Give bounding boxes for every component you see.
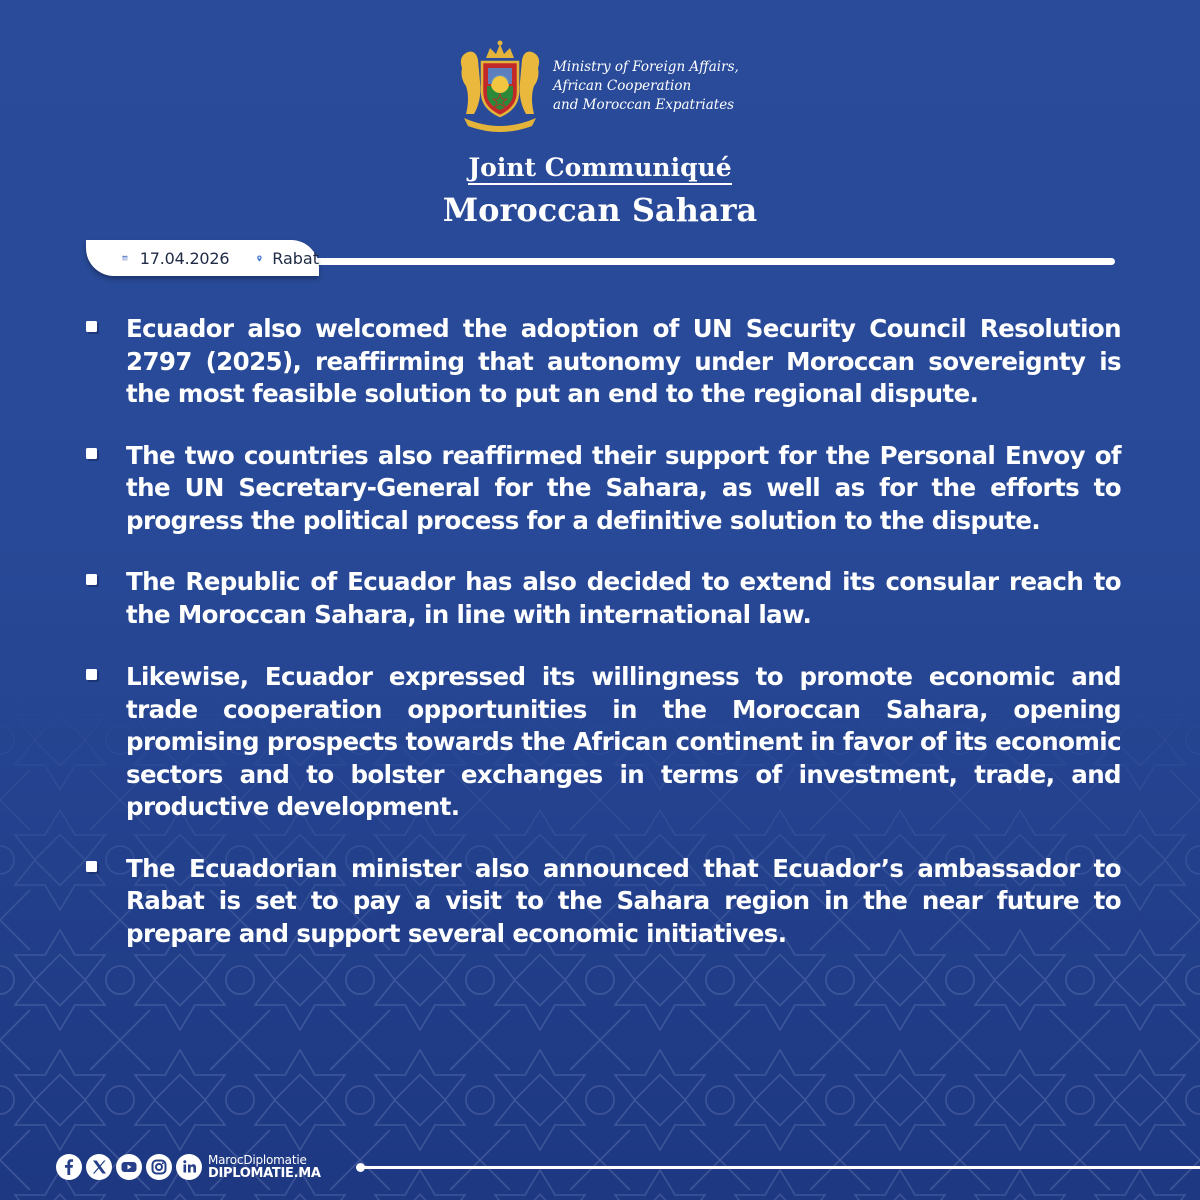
communique-body (86, 313, 1121, 979)
square-bullet-icon (86, 321, 100, 335)
list-item-text: The Republic of Ecuador has also decided to extend its consular reach to the Moroccan Sahara, in line with international law. (126, 567, 1121, 629)
ministry-line-3: and Moroccan Expatriates (553, 97, 735, 113)
youtube-icon[interactable] (116, 1154, 142, 1180)
linkedin-icon[interactable] (176, 1154, 202, 1180)
square-bullet-icon (86, 448, 100, 462)
title-text: Joint Communiqué (468, 153, 731, 185)
social-handle: MarocDiplomatie (208, 1153, 307, 1167)
list-item (86, 566, 1121, 631)
footer (56, 1150, 321, 1184)
square-bullet-icon (86, 574, 100, 588)
ministry-line-2: African Cooperation (553, 78, 692, 94)
document-title (0, 152, 1200, 185)
list-item-text: Likewise, Ecuador expressed its willingness to promote economic and trade cooperation opportunities in the Moroccan Sahara, opening promising prospects towards the African continent in favor of its economic sectors and to bolster exchanges in terms of investment, trade, and productive development. (126, 662, 1121, 821)
coat-of-arms-icon (452, 38, 548, 134)
divider-line (300, 258, 1115, 265)
footer-divider-line (362, 1166, 1200, 1169)
x-twitter-icon[interactable] (86, 1154, 112, 1180)
date-text: 17.04.2026 (139, 248, 230, 268)
document-subtitle: Moroccan Sahara (442, 191, 758, 229)
date-location-bar (86, 240, 319, 276)
list-item (86, 661, 1121, 824)
instagram-icon[interactable] (146, 1154, 172, 1180)
ministry-line-1: Ministry of Foreign Affairs, (553, 59, 739, 75)
location-text: Rabat (272, 248, 319, 268)
list-item-text: The two countries also reaffirmed their support for the Personal Envoy of the UN Secretary-General for the Sahara, as well as for the efforts to progress the political process for a definitive solution to the dispute. (126, 440, 1121, 535)
calendar-icon (122, 249, 128, 267)
list-item (86, 313, 1121, 411)
footer-handles (208, 1153, 321, 1181)
website-link[interactable]: DIPLOMATIE.MA (208, 1166, 321, 1181)
map-pin-icon (257, 249, 262, 268)
list-item-text: The Ecuadorian minister also announced that Ecuador’s ambassador to Rabat is set to pay a visit to the Sahara region in the near future to prepare and support several economic initiatives. (126, 853, 1121, 948)
list-item-text: Ecuador also welcomed the adoption of UN Security Council Resolution 2797 (2025), reaffirming that autonomy under Moroccan sovereignty is the most feasible solution to put an end to the regional dispute. (126, 314, 1121, 408)
square-bullet-icon (86, 669, 100, 683)
header (0, 30, 1200, 140)
list-item (86, 853, 1121, 951)
ministry-name (553, 58, 739, 115)
facebook-icon[interactable] (56, 1154, 82, 1180)
square-bullet-icon (86, 861, 100, 875)
list-item (86, 440, 1121, 538)
